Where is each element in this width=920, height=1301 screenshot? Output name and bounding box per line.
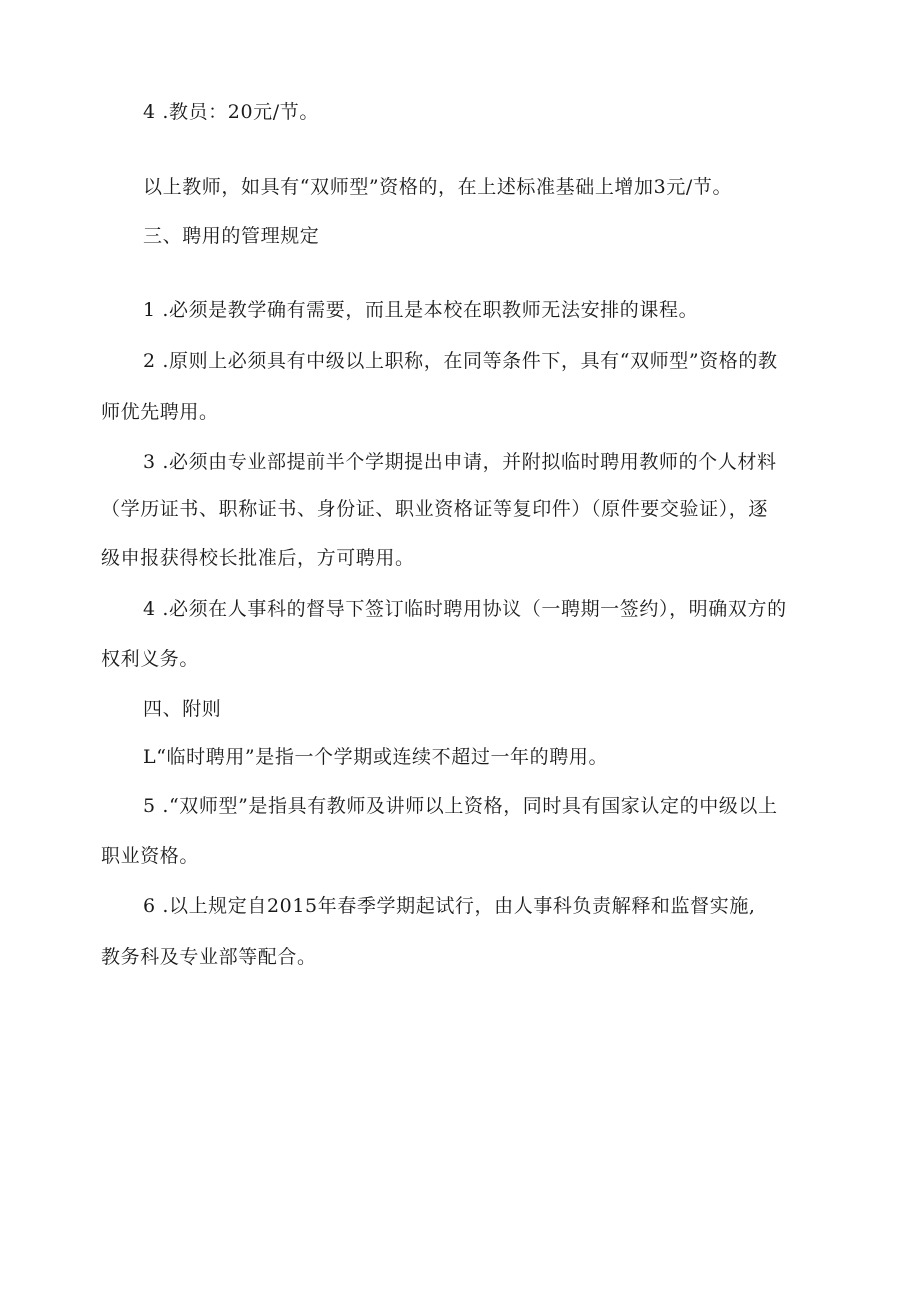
appendix-5-line-2: 职业资格。 (101, 845, 200, 867)
rule-4-line-2: 权利义务。 (101, 648, 200, 670)
appendix-6-line-1: 6 .以上规定自2015年春季学期起试行，由人事科负责解释和监督实施, (143, 895, 756, 917)
rule-3-line-1: 3 .必须由专业部提前半个学期提出申请，并附拟临时聘用教师的个人材料 (143, 451, 777, 473)
appendix-5-line-1: 5 .“双师型”是指具有教师及讲师以上资格，同时具有国家认定的中级以上 (143, 795, 778, 817)
rule-2-line-2: 师优先聘用。 (101, 401, 219, 423)
rule-3-line-2: （学历证书、职称证书、身份证、职业资格证等复印件）（原件要交验证），逐 (101, 498, 769, 520)
appendix-6-line-2: 教务科及专业部等配合。 (101, 946, 317, 968)
appendix-1-line-1: L“临时聘用”是指一个学期或连续不超过一年的聘用。 (143, 746, 609, 768)
rule-4-line-1: 4 .必须在人事科的督导下签订临时聘用协议（一聘期一签约），明确双方的 (143, 598, 787, 620)
rule-1-line-1: 1 .必须是教学确有需要，而且是本校在职教师无法安排的课程。 (143, 299, 699, 321)
dual-bonus-line-1: 以上教师，如具有“双师型”资格的，在上述标准基础上增加3元/节。 (143, 176, 733, 198)
rate-teacher-line-1: 4 .教员：20元/节。 (143, 101, 319, 123)
section-4-heading: 四、附则 (143, 698, 222, 720)
rule-2-line-1: 2 .原则上必须具有中级以上职称，在同等条件下，具有“双师型”资格的教 (143, 350, 778, 372)
rule-3-line-3: 级申报获得校长批准后，方可聘用。 (101, 547, 415, 569)
section-3-heading: 三、聘用的管理规定 (143, 225, 320, 247)
